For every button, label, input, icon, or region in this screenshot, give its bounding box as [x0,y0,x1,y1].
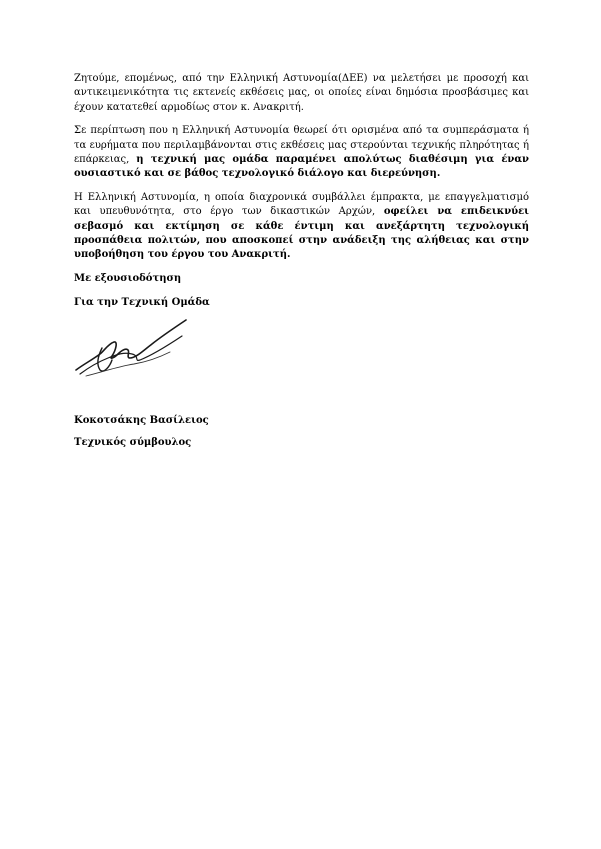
paragraph-request [74,72,529,115]
signatory-role: Τεχνικός σύμβουλος [74,436,192,448]
paragraph-availability-bold: η τεχνική μας ομάδα παραμένει απολύτως διαθέσιμη για έναν ουσιαστικό και σε βάθος τεχνολογικό διάλογο και διερεύνηση. [74,154,529,180]
paragraph-request-text: Ζητούμε, επομένως, από την Ελληνική Αστυνομία(ΔΕΕ) να μελετήσει με προσοχή και αντικειμενικότητα τις εκτενείς εκθέσεις μας, οι οποίες είναι δημόσια προσβάσιμες και έχουν κατατεθεί αρμοδίως στον κ. Ανακριτή. [74,73,529,113]
paragraph-availability [74,124,529,182]
paragraph-respect-bold: οφείλει να επιδεικνύει σεβασμό και εκτίμηση σε κάθε έντιμη και ανεξάρτητη τεχνολογική προσπάθεια πολιτών, που αποσκοπεί στην ανάδειξη της αλήθειας και στην υποβοήθηση του έργου του Ανακριτή. [74,206,529,261]
paragraph-respect-text: Η Ελληνική Αστυνομία, η οποία διαχρονικά συμβάλλει έμπρακτα, με επαγγελματισμό και υπευθυνότητα, στο έργο των δικαστικών Αρχών, [74,191,529,218]
paragraph-respect [74,191,529,263]
signatory-name: Κοκοτσάκης Βασίλειος [74,414,209,426]
team-label: Για την Τεχνική Ομάδα [74,296,210,308]
paragraph-availability-text: Σε περίπτωση που η Ελληνική Αστυνομία θεωρεί ότι ορισμένα από τα συμπεράσματα ή τα ευρήματα που περιλαμβάνονται στις εκθέσεις μας στερούνται τεχνικής πληρότητας ή επάρκειας, [74,125,529,166]
authorization-label: Με εξουσιοδότηση [74,272,182,284]
handwritten-signature [74,314,190,384]
